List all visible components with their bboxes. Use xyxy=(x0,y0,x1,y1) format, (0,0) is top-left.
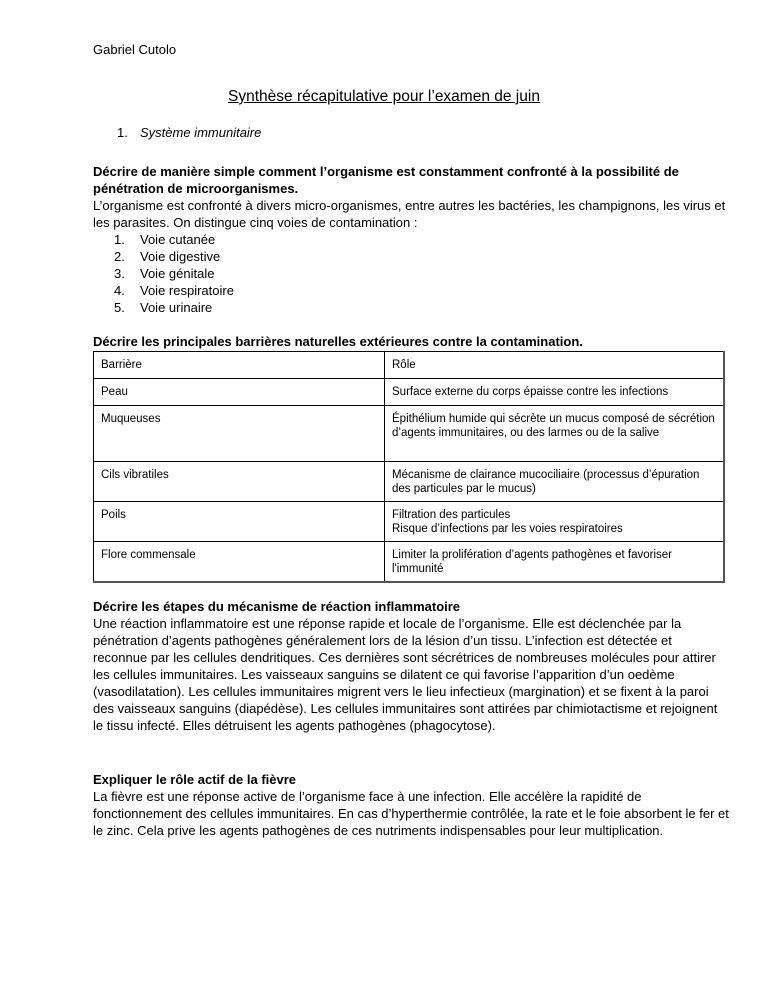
cell-role: Surface externe du corps épaisse contre les infections xyxy=(385,379,725,406)
cell-barriere: Flore commensale xyxy=(94,542,385,583)
table-row xyxy=(94,542,725,583)
cell-role: Mécanisme de clairance mucociliaire (processus d’épuration des particules par le mucus) xyxy=(385,462,725,502)
question-1-answer: L’organisme est confronté à divers micro-organismes, entre autres les bactéries, les champignons, les virus et les parasites. On distingue cinq voies de contamination : xyxy=(93,198,726,230)
cell-barriere: Peau xyxy=(94,379,385,406)
question-3-heading: Décrire les étapes du mécanisme de réaction inflammatoire xyxy=(93,599,461,614)
question-4-heading: Expliquer le rôle actif de la fièvre xyxy=(93,772,297,787)
section-label: Système immunitaire xyxy=(140,125,262,140)
cell-barriere: Poils xyxy=(94,502,385,542)
column-header-barriere: Barrière xyxy=(94,352,385,379)
question-2-heading-wrap xyxy=(93,333,733,350)
section-heading xyxy=(117,125,261,140)
question-2-heading: Décrire les principales barrières naturelles extérieures contre la contamination. xyxy=(93,334,583,349)
cell-role: Filtration des particules Risque d’infections par les voies respiratoires xyxy=(385,502,725,542)
cell-barriere: Cils vibratiles xyxy=(94,462,385,502)
table-row xyxy=(94,406,725,462)
cell-role: Épithélium humide qui sécrète un mucus composé de sécrétion d’agents immunitaires, ou des larmes ou de la salive xyxy=(385,406,725,462)
question-1-block xyxy=(93,163,733,316)
table-row xyxy=(94,462,725,502)
list-item: 4. Voie respiratoire xyxy=(114,283,234,298)
list-item: 3. Voie génitale xyxy=(114,266,215,281)
column-header-role: Rôle xyxy=(385,352,725,379)
section-number: 1. xyxy=(117,125,128,140)
contamination-routes-list xyxy=(93,231,733,316)
table-row xyxy=(94,502,725,542)
table-header-row xyxy=(94,352,725,379)
author-name: Gabriel Cutolo xyxy=(93,42,177,57)
question-4-answer: La fièvre est une réponse active de l’organisme face à une infection. Elle accélère la rapidité de fonctionnement des cellules immunitaires. En cas d’hyperthermie contrôlée, la rate et le foie absorbent le fer et le zinc. Cela prive les agents pathogènes de ces nutriments indispensables pour leur multiplication. xyxy=(93,789,729,838)
barriers-table xyxy=(93,351,725,583)
cell-role: Limiter la prolifération d’agents pathogènes et favoriser l'immunité xyxy=(385,542,725,583)
question-3-answer: Une réaction inflammatoire est une réponse rapide et locale de l’organisme. Elle est déclenchée par la pénétration d’agents pathogènes généralement lors de la lésion d’un tissu. L’infection est détectée et reconnue par les cellules dendritiques. Ces dernières sont sécrétrices de nombreuses molécules pour attirer les cellules immunitaires. Les vaisseaux sanguins se dilatent ce qui favorise l’apparition d’un oedème (vasodilatation). Les cellules immunitaires migrent vers le lieu infectieux (margination) et se fixent à la paroi des vaisseaux sanguins (diapédèse). Les cellules immunitaires sont attirées par chimiotactisme et rejoignent le tissu infecté. Elles détruisent les agents pathogènes (phagocytose). xyxy=(93,616,718,733)
list-item: 5. Voie urinaire xyxy=(114,300,213,315)
question-1-heading: Décrire de manière simple comment l’organisme est constamment confronté à la possibilité de pénétration de microorganismes. xyxy=(93,164,679,196)
list-item: 2. Voie digestive xyxy=(114,249,221,264)
question-3-block xyxy=(93,598,723,734)
table-row xyxy=(94,379,725,406)
document-title: Synthèse récapitulative pour l’examen de juin xyxy=(228,88,540,105)
cell-barriere: Muqueuses xyxy=(94,406,385,462)
question-4-block xyxy=(93,771,733,839)
list-item: 1. Voie cutanée xyxy=(114,232,216,247)
